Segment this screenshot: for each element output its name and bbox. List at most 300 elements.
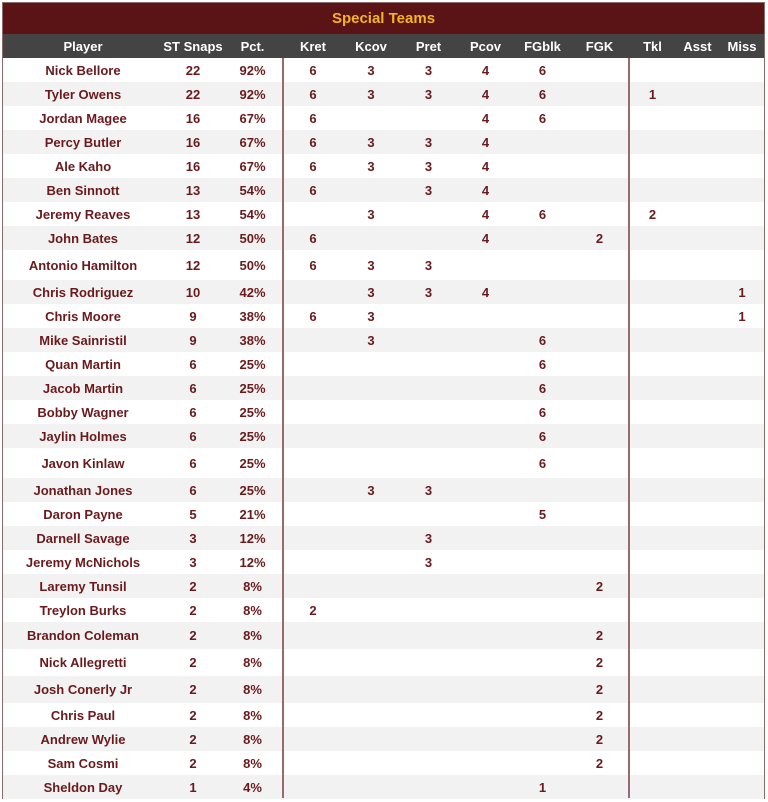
cell-miss	[720, 622, 764, 649]
cell-miss	[720, 130, 764, 154]
player-name: Antonio Hamilton	[28, 257, 138, 273]
cell-fgblk	[514, 574, 571, 598]
cell-fgk	[571, 550, 628, 574]
cell-tkl	[630, 424, 675, 448]
table-row	[3, 130, 764, 154]
column-header-pret: Pret	[415, 38, 442, 54]
cell-st-snaps: 2	[189, 731, 197, 747]
column-header-pcov: Pcov	[469, 38, 502, 54]
cell-fgk: 2	[595, 655, 604, 670]
cell-miss	[720, 502, 764, 526]
cell-tkl	[630, 598, 675, 622]
cell-pct: 25%	[239, 356, 266, 372]
table-row	[3, 58, 764, 82]
cell-tkl	[630, 448, 675, 478]
cell-pcov	[457, 751, 514, 775]
cell-st-snaps: 2	[189, 602, 197, 618]
player-name: Daron Payne	[43, 506, 123, 522]
cell-pct: 38%	[239, 332, 266, 348]
cell-fgblk: 6	[538, 110, 547, 126]
cell-miss	[720, 178, 764, 202]
cell-pcov	[457, 727, 514, 751]
cell-pret: 3	[424, 554, 433, 570]
cell-pret	[400, 727, 457, 751]
cell-tkl	[630, 775, 675, 799]
player-name: Ben Sinnott	[46, 182, 120, 198]
cell-miss	[720, 250, 764, 280]
cell-miss	[720, 676, 764, 703]
cell-miss	[720, 400, 764, 424]
cell-kret: 6	[309, 308, 317, 324]
cell-st-snaps: 6	[189, 428, 197, 444]
cell-st-snaps: 6	[189, 404, 197, 420]
cell-asst	[675, 250, 720, 280]
cell-pcov: 4	[481, 134, 490, 150]
cell-pcov: 4	[481, 206, 490, 222]
cell-pcov	[457, 304, 514, 328]
cell-miss	[720, 574, 764, 598]
cell-miss	[720, 478, 764, 502]
cell-fgblk	[514, 598, 571, 622]
cell-pct: 21%	[239, 506, 266, 522]
cell-kcov	[342, 649, 400, 676]
cell-st-snaps: 2	[189, 755, 197, 771]
cell-fgk	[571, 400, 628, 424]
cell-kcov	[342, 775, 400, 799]
cell-fgk	[571, 106, 628, 130]
cell-pret	[400, 304, 457, 328]
cell-kret	[284, 727, 342, 751]
cell-kcov	[342, 424, 400, 448]
cell-pcov: 4	[481, 110, 490, 126]
cell-pct: 25%	[239, 404, 266, 420]
cell-tkl	[630, 550, 675, 574]
table-row	[3, 598, 764, 622]
table-row	[3, 622, 764, 649]
player-name: Chris Paul	[50, 707, 116, 723]
cell-st-snaps: 2	[189, 628, 197, 643]
table-row	[3, 352, 764, 376]
cell-kret	[284, 622, 342, 649]
cell-kret	[284, 574, 342, 598]
cell-pcov	[457, 574, 514, 598]
cell-pct: 54%	[239, 182, 266, 198]
cell-pct: 12%	[239, 554, 266, 570]
cell-fgblk	[514, 250, 571, 280]
cell-st-snaps: 2	[189, 707, 197, 723]
cell-fgk	[571, 250, 628, 280]
cell-pct: 8%	[243, 628, 262, 643]
cell-tkl	[630, 502, 675, 526]
cell-kret	[284, 424, 342, 448]
column-header-row	[3, 34, 764, 58]
cell-tkl	[630, 280, 675, 304]
cell-kcov	[342, 376, 400, 400]
table-row	[3, 154, 764, 178]
cell-pret	[400, 574, 457, 598]
cell-pcov	[457, 328, 514, 352]
cell-asst	[675, 376, 720, 400]
cell-st-snaps: 9	[189, 332, 197, 348]
cell-miss	[720, 649, 764, 676]
player-name: Jeremy McNichols	[25, 554, 141, 570]
cell-kret	[284, 328, 342, 352]
cell-tkl	[630, 226, 675, 250]
column-header-fgblk: FGblk	[524, 38, 561, 54]
cell-fgblk: 6	[538, 86, 547, 102]
cell-pret	[400, 202, 457, 226]
cell-pret	[400, 226, 457, 250]
cell-kcov: 3	[367, 206, 375, 222]
cell-fgk	[571, 178, 628, 202]
table-row	[3, 703, 764, 727]
column-header-st-snaps: ST Snaps	[163, 38, 223, 54]
cell-kcov: 3	[367, 308, 375, 324]
table-row	[3, 280, 764, 304]
player-name: Jordan Magee	[39, 110, 127, 126]
cell-kcov	[342, 598, 400, 622]
table-row	[3, 775, 764, 799]
cell-st-snaps: 2	[189, 578, 197, 594]
cell-kcov: 3	[367, 257, 375, 273]
cell-fgblk: 6	[538, 332, 547, 348]
cell-asst	[675, 622, 720, 649]
cell-pct: 67%	[239, 158, 266, 174]
cell-pcov	[457, 550, 514, 574]
cell-pret	[400, 676, 457, 703]
player-name: Treylon Burks	[39, 602, 127, 618]
cell-tkl	[630, 328, 675, 352]
cell-kcov: 3	[367, 62, 375, 78]
cell-kret: 6	[309, 134, 317, 150]
cell-fgblk	[514, 703, 571, 727]
player-name: Mike Sainristil	[39, 332, 127, 348]
cell-st-snaps: 3	[189, 530, 197, 546]
cell-tkl: 1	[648, 86, 657, 102]
cell-miss	[720, 376, 764, 400]
player-name: Javon Kinlaw	[41, 455, 125, 471]
cell-asst	[675, 478, 720, 502]
player-name: Tyler Owens	[44, 86, 122, 102]
cell-fgk	[571, 775, 628, 799]
cell-pct: 25%	[239, 455, 266, 471]
cell-miss	[720, 703, 764, 727]
table-row	[3, 82, 764, 106]
cell-pct: 54%	[239, 206, 266, 222]
player-name: Bobby Wagner	[37, 404, 129, 420]
cell-fgblk: 6	[538, 62, 547, 78]
cell-asst	[675, 598, 720, 622]
cell-miss: 1	[738, 308, 746, 324]
cell-st-snaps: 12	[185, 257, 201, 273]
table-row	[3, 550, 764, 574]
cell-pret	[400, 376, 457, 400]
cell-pret	[400, 106, 457, 130]
cell-st-snaps: 6	[189, 482, 197, 498]
cell-pcov	[457, 478, 514, 502]
cell-tkl	[630, 751, 675, 775]
cell-asst	[675, 280, 720, 304]
cell-kret	[284, 502, 342, 526]
cell-kcov	[342, 400, 400, 424]
cell-pcov	[457, 649, 514, 676]
cell-kret	[284, 280, 342, 304]
player-name: Nick Allegretti	[39, 655, 127, 670]
player-name: Jacob Martin	[42, 380, 124, 396]
cell-fgblk: 1	[538, 779, 547, 795]
cell-fgk: 2	[595, 682, 604, 697]
player-name: Brandon Coleman	[27, 628, 139, 643]
table-row	[3, 676, 764, 703]
cell-pct: 92%	[239, 86, 266, 102]
cell-fgblk	[514, 478, 571, 502]
cell-kcov	[342, 352, 400, 376]
cell-tkl	[630, 478, 675, 502]
cell-st-snaps: 6	[189, 455, 197, 471]
cell-tkl	[630, 352, 675, 376]
cell-pct: 25%	[239, 428, 266, 444]
cell-tkl	[630, 58, 675, 82]
cell-fgblk: 6	[538, 380, 547, 396]
cell-pct: 8%	[243, 602, 262, 618]
cell-pret	[400, 775, 457, 799]
cell-pcov	[457, 424, 514, 448]
cell-pcov: 4	[481, 284, 490, 300]
cell-tkl	[630, 526, 675, 550]
cell-kret	[284, 478, 342, 502]
table-row	[3, 226, 764, 250]
cell-miss	[720, 550, 764, 574]
cell-asst	[675, 304, 720, 328]
cell-asst	[675, 703, 720, 727]
cell-fgk	[571, 154, 628, 178]
table-row	[3, 751, 764, 775]
special-teams-table	[2, 2, 765, 799]
player-name: Josh Conerly Jr	[33, 682, 133, 697]
column-header-player: Player	[63, 38, 103, 54]
cell-fgblk	[514, 526, 571, 550]
cell-pret: 3	[424, 284, 433, 300]
cell-miss	[720, 328, 764, 352]
cell-pret: 3	[424, 257, 433, 273]
section-divider-1	[282, 58, 284, 798]
cell-pct: 8%	[243, 707, 262, 723]
cell-fgk: 2	[595, 230, 604, 246]
cell-fgblk	[514, 649, 571, 676]
player-name: Nick Bellore	[45, 62, 121, 78]
cell-kcov	[342, 178, 400, 202]
cell-kcov	[342, 622, 400, 649]
cell-st-snaps: 13	[185, 206, 201, 222]
cell-miss	[720, 58, 764, 82]
cell-pct: 8%	[243, 655, 262, 670]
cell-pct: 42%	[239, 284, 266, 300]
cell-pcov	[457, 250, 514, 280]
cell-pct: 8%	[243, 755, 262, 771]
player-name: John Bates	[47, 230, 119, 246]
table-row	[3, 202, 764, 226]
cell-miss	[720, 526, 764, 550]
cell-fgk	[571, 448, 628, 478]
cell-asst	[675, 106, 720, 130]
table-row	[3, 526, 764, 550]
cell-pct: 25%	[239, 380, 266, 396]
cell-pret: 3	[424, 182, 433, 198]
cell-pct: 4%	[243, 779, 262, 795]
cell-asst	[675, 649, 720, 676]
cell-miss	[720, 448, 764, 478]
player-name: Jaylin Holmes	[39, 428, 127, 444]
cell-st-snaps: 3	[189, 554, 197, 570]
cell-asst	[675, 526, 720, 550]
player-name: Sam Cosmi	[47, 755, 119, 771]
player-name: Andrew Wylie	[40, 731, 126, 747]
cell-st-snaps: 22	[185, 62, 201, 78]
cell-pct: 67%	[239, 134, 266, 150]
cell-tkl	[630, 727, 675, 751]
cell-asst	[675, 328, 720, 352]
cell-miss	[720, 202, 764, 226]
cell-asst	[675, 130, 720, 154]
cell-miss	[720, 106, 764, 130]
cell-kcov	[342, 226, 400, 250]
cell-tkl	[630, 649, 675, 676]
table-row	[3, 250, 764, 280]
cell-asst	[675, 202, 720, 226]
cell-kcov	[342, 448, 400, 478]
cell-tkl	[630, 154, 675, 178]
cell-pret	[400, 703, 457, 727]
cell-asst	[675, 400, 720, 424]
cell-kret	[284, 526, 342, 550]
cell-fgblk: 6	[538, 404, 547, 420]
cell-fgk: 2	[595, 707, 604, 723]
table-row	[3, 502, 764, 526]
cell-pret: 3	[424, 134, 433, 150]
column-header-fgk: FGK	[585, 38, 614, 54]
cell-kcov	[342, 106, 400, 130]
column-header-kret: Kret	[299, 38, 326, 54]
player-name: Ale Kaho	[54, 158, 112, 174]
cell-tkl: 2	[648, 206, 657, 222]
cell-pret: 3	[424, 158, 433, 174]
cell-fgblk	[514, 751, 571, 775]
cell-pret	[400, 649, 457, 676]
cell-st-snaps: 2	[189, 655, 197, 670]
cell-tkl	[630, 250, 675, 280]
cell-pret: 3	[424, 482, 433, 498]
cell-pcov: 4	[481, 230, 490, 246]
cell-kret: 6	[309, 182, 317, 198]
cell-kcov	[342, 574, 400, 598]
cell-kret: 6	[309, 86, 317, 102]
cell-tkl	[630, 400, 675, 424]
cell-st-snaps: 16	[185, 158, 201, 174]
cell-pcov	[457, 400, 514, 424]
cell-fgk	[571, 202, 628, 226]
cell-pcov	[457, 448, 514, 478]
cell-fgblk	[514, 304, 571, 328]
cell-pct: 50%	[239, 230, 266, 246]
cell-kcov: 3	[367, 284, 375, 300]
cell-st-snaps: 22	[185, 86, 201, 102]
cell-asst	[675, 751, 720, 775]
cell-kret	[284, 352, 342, 376]
cell-pret	[400, 352, 457, 376]
cell-pct: 25%	[239, 482, 266, 498]
cell-fgk	[571, 478, 628, 502]
cell-fgk	[571, 526, 628, 550]
cell-asst	[675, 178, 720, 202]
cell-kcov	[342, 550, 400, 574]
cell-kret: 6	[309, 230, 317, 246]
cell-pret	[400, 751, 457, 775]
table-title: Special Teams	[3, 3, 764, 34]
cell-fgblk: 6	[538, 428, 547, 444]
table-row	[3, 424, 764, 448]
cell-kcov	[342, 703, 400, 727]
cell-tkl	[630, 622, 675, 649]
cell-kcov	[342, 727, 400, 751]
cell-asst	[675, 424, 720, 448]
cell-pct: 50%	[239, 257, 266, 273]
cell-pcov	[457, 598, 514, 622]
cell-fgk	[571, 58, 628, 82]
cell-tkl	[630, 676, 675, 703]
cell-pct: 12%	[239, 530, 266, 546]
cell-pct: 92%	[239, 62, 266, 78]
column-header-tkl: Tkl	[643, 38, 662, 54]
column-header-kcov: Kcov	[355, 38, 387, 54]
cell-pret	[400, 502, 457, 526]
cell-pcov	[457, 502, 514, 526]
cell-pret	[400, 448, 457, 478]
cell-kret	[284, 703, 342, 727]
cell-fgk	[571, 130, 628, 154]
cell-pcov	[457, 352, 514, 376]
cell-kret: 2	[309, 602, 317, 618]
table-row	[3, 376, 764, 400]
cell-asst	[675, 727, 720, 751]
cell-pcov: 4	[481, 158, 490, 174]
cell-fgk: 2	[595, 628, 604, 643]
cell-st-snaps: 16	[185, 110, 201, 126]
cell-miss	[720, 598, 764, 622]
cell-kcov	[342, 676, 400, 703]
cell-fgblk: 6	[538, 455, 547, 471]
cell-kcov	[342, 751, 400, 775]
player-name: Percy Butler	[44, 134, 122, 150]
cell-fgblk	[514, 676, 571, 703]
cell-miss	[720, 775, 764, 799]
cell-pcov	[457, 703, 514, 727]
cell-asst	[675, 775, 720, 799]
cell-st-snaps: 16	[185, 134, 201, 150]
cell-pret	[400, 598, 457, 622]
cell-fgblk: 6	[538, 356, 547, 372]
cell-pcov: 4	[481, 86, 490, 102]
cell-asst	[675, 82, 720, 106]
cell-tkl	[630, 178, 675, 202]
player-name: Laremy Tunsil	[39, 578, 127, 594]
table-row	[3, 478, 764, 502]
cell-asst	[675, 58, 720, 82]
cell-kret	[284, 676, 342, 703]
cell-kret	[284, 448, 342, 478]
cell-fgk: 2	[595, 755, 604, 771]
cell-fgblk	[514, 280, 571, 304]
cell-pct: 38%	[239, 308, 266, 324]
